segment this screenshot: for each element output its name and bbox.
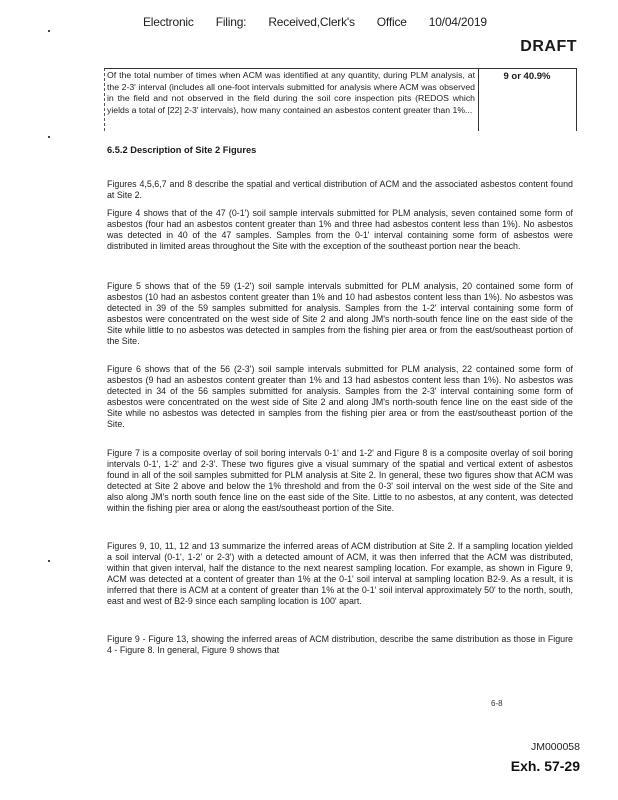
- paragraph-figure-7-8: Figure 7 is a composite overlay of soil boring intervals 0-1' and 1-2' and Figure 8 is a composite overlay of soil boring intervals 0-1', 1-2' and 2-3'. These two figures give a visual summary of the spatial and vertical extent of asbestos found in all of the soil samples submitted for PLM analysis at Site 2. In general, these two figures show that ACM was detected at Site 2 above and below the 1% threshold and from the 0-3' soil interval on the west side of the Site and also along JM's north south fence line on the east side of the Site. Little to no asbestos, at any content, was detected within the fishing pier area or along the east/southeast portion of the Site.: [107, 448, 573, 514]
- scan-artifact: [48, 30, 50, 32]
- exhibit-label: Exh. 57-29: [510, 758, 580, 774]
- office-label: Office: [376, 15, 407, 29]
- filing-date: 10/04/2019: [428, 15, 487, 29]
- paragraph-intro: Figures 4,5,6,7 and 8 describe the spatial and vertical distribution of ACM and the associated asbestos content found at Site 2.: [107, 179, 573, 201]
- paragraph-figure-5: Figure 5 shows that of the 59 (1-2') soil sample intervals submitted for PLM analysis, 20 contained some form of asbestos (10 had an asbestos content greater than 1% and 10 had asbestos content less than 1%). No asbestos was detected in 39 of the 59 samples submitted for analysis. Samples from the 1-2' interval containing some form of asbestos were concentrated on the west side of Site 2 and along JM's north-south fence line on the east side of the Site while little to no asbestos was detected in samples from the fishing pier area or from the east/southeast portion of the Site.: [107, 281, 573, 347]
- received-label: Received,Clerk's: [268, 15, 355, 29]
- summary-table-row: [104, 68, 577, 131]
- draft-watermark: DRAFT: [520, 38, 577, 55]
- filing-type: Electronic: [143, 15, 194, 29]
- paragraph-figure-6: Figure 6 shows that of the 56 (2-3') soil sample intervals submitted for PLM analysis, 22 contained some form of asbestos (9 had an asbestos content greater than 1% and 13 had asbestos content less than 1%). No asbestos was detected in 34 of the 56 samples submitted for analysis. Samples from the 2-3' interval containing some form of asbestos were concentrated on the west side of Site 2 and along JM's north-south fence line on the east side of the Site while no asbestos was detected in samples from the fishing pier area or from the east/southeast portion of the Site.: [107, 364, 573, 430]
- filing-label: Filing:: [215, 15, 247, 29]
- summary-value: 9 or 40.9%: [503, 71, 551, 82]
- scan-artifact: [48, 136, 50, 138]
- page-number: 6-8: [491, 699, 503, 708]
- paragraph-figure-summary: Figure 9 - Figure 13, showing the inferred areas of ACM distribution, describe the same distribution as those in Figure 4 - Figure 8. In general, Figure 9 shows that: [107, 634, 573, 656]
- table-divider: [478, 69, 479, 131]
- summary-question: Of the total number of times when ACM was identified at any quantity, during PLM analysis, at the 2-3' interval (includes all one-foot intervals submitted for analysis where ACM was observed in the field and not observed in the field during the soil core inspection pits (REDOS which yields a total of [22] 2-3' intervals), how many contained an asbestos content greater than 1%...: [107, 70, 475, 115]
- paragraph-figure-9-13: Figures 9, 10, 11, 12 and 13 summarize the inferred areas of ACM distribution at Site 2. If a sampling location yielded a soil interval (0-1', 1-2' or 2-3') with a detected amount of ACM, it was then inferred that the ACM was distributed, within that given interval, half the distance to the next nearest sampling location. For example, as shown in Figure 9, ACM was detected at a content of greater than 1% at the 0-1' soil interval at sampling location B2-9. As a result, it is inferred that there is ACM at a content of greater than 1% at the 0-1' soil interval approximately 50' to the north, south, east and west of B2-9 since each sampling location is 100' apart.: [107, 541, 573, 607]
- bates-number: JM000058: [530, 741, 580, 753]
- filing-header: [143, 15, 487, 29]
- scan-artifact: [48, 560, 50, 562]
- paragraph-figure-4: Figure 4 shows that of the 47 (0-1') soil sample intervals submitted for PLM analysis, seven contained some form of asbestos (four had an asbestos content greater than 1% and three had asbestos content less than 1%). No asbestos was detected in 40 of the 47 samples. Samples from the 0-1' interval containing some form of asbestos were distributed in limited areas throughout the Site with the exception of the southeast portion near the beach.: [107, 208, 573, 252]
- section-heading: 6.5.2 Description of Site 2 Figures: [107, 145, 257, 155]
